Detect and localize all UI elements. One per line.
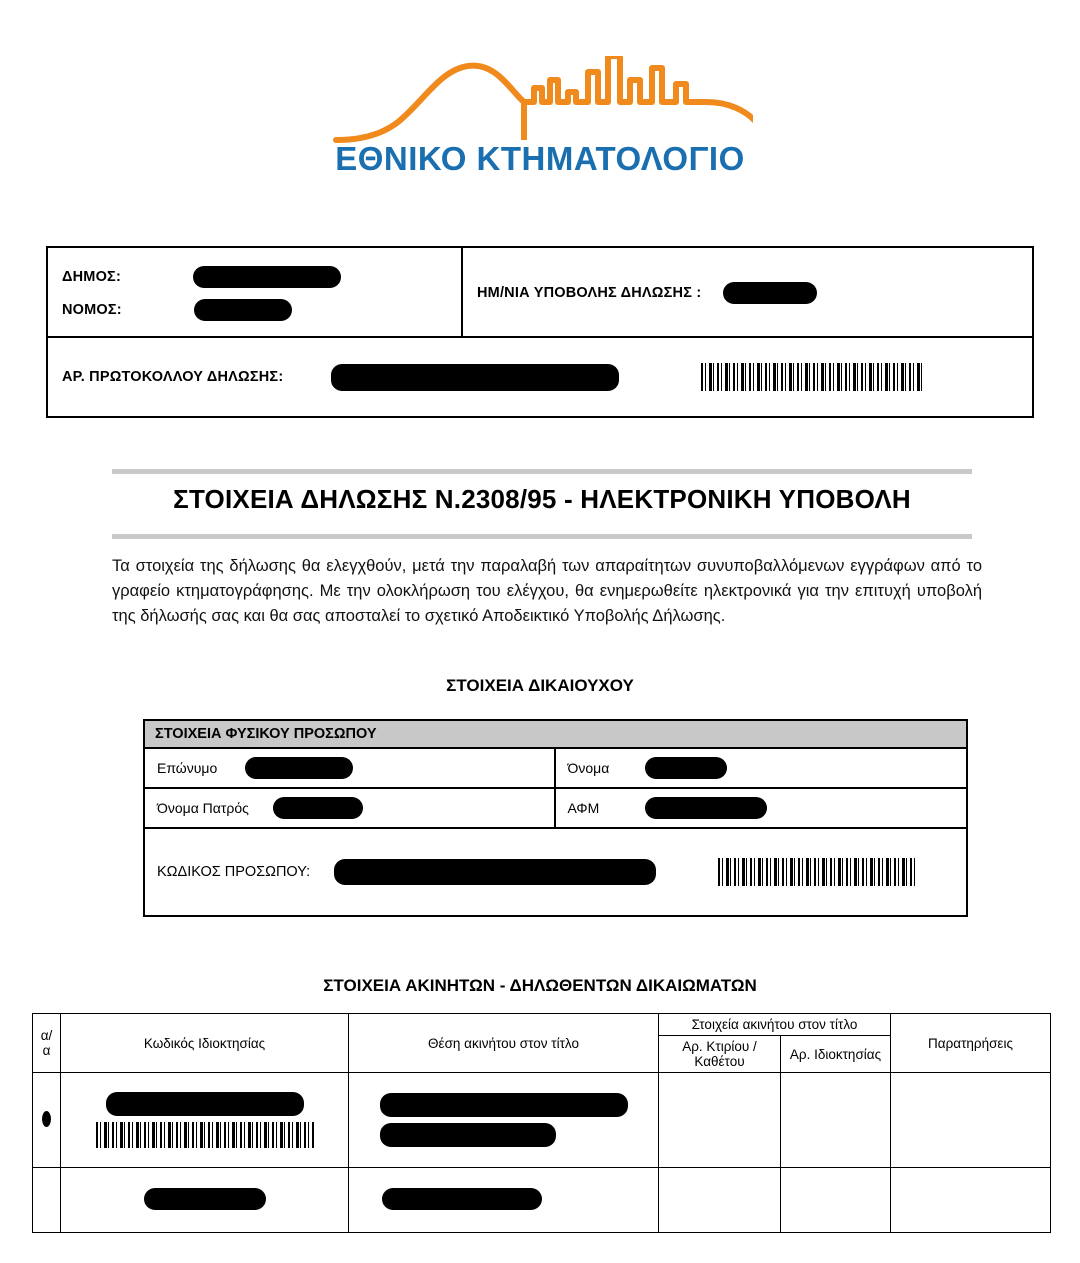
- logo-text: ΕΘΝΙΚΟ ΚΤΗΜΑΤΟΛΟΓΙΟ: [335, 140, 745, 177]
- row-2-code-redacted: [144, 1188, 266, 1210]
- header-right-cell: [463, 248, 1032, 336]
- field-fathername: [145, 789, 556, 827]
- row-1-aa: [33, 1073, 61, 1168]
- row-2-position-redacted: [382, 1188, 542, 1210]
- surname-label: Επώνυμο: [157, 760, 218, 776]
- header-left-cell: [48, 248, 463, 336]
- afm-label: ΑΦΜ: [567, 800, 600, 816]
- title-rule-top: [112, 469, 972, 474]
- logo: [328, 56, 753, 178]
- header-position: Θέση ακινήτου στον τίτλο: [349, 1014, 659, 1073]
- surname-value-redacted: [245, 757, 353, 779]
- table-row: [33, 1168, 1051, 1233]
- row-1-position-redacted-2: [380, 1123, 556, 1147]
- firstname-value-redacted: [645, 757, 727, 779]
- header-ownership: Αρ. Ιδιοκτησίας: [781, 1036, 891, 1073]
- mountain-skyline-logo: [328, 56, 753, 146]
- dimos-label: ΔΗΜΟΣ:: [62, 268, 121, 285]
- person-code-row: [145, 829, 966, 915]
- row-2-ownership: [781, 1168, 891, 1233]
- intro-paragraph: Τα στοιχεία της δήλωσης θα ελεγχθούν, μετά την παραλαβή των απαραίτητων συνυποβαλλόμενων εγγράφων από το γραφείο κτηματογράφησης. Με την ολοκλήρωση του ελέγχου, θα ενημερωθείτε ηλεκτρονικά για την επιτυχή υποβολή της δήλωσής σας και θα σας αποσταλεί το σχετικό Αποδεικτικό Υποβολής Δήλωσης.: [112, 557, 982, 625]
- header-remarks: Παρατηρήσεις: [891, 1014, 1051, 1073]
- header-box: [46, 246, 1034, 418]
- field-nomos: [62, 293, 447, 326]
- row-1-remarks: [891, 1073, 1051, 1168]
- beneficiary-box: [143, 719, 968, 917]
- properties-section-title: ΣΤΟΙΧΕΙΑ ΑΚΙΝΗΤΩΝ - ΔΗΛΩΘΕΝΤΩΝ ΔΙΚΑΙΩΜΑΤΩΝ: [323, 976, 757, 995]
- row-2-code: [61, 1168, 349, 1233]
- header-bottom-row: [48, 338, 1032, 416]
- nomos-label: ΝΟΜΟΣ:: [62, 301, 122, 318]
- header-group: Στοιχεία ακινήτου στον τίτλο: [659, 1014, 891, 1036]
- row-1-position-redacted-1: [380, 1093, 628, 1117]
- header-building: Αρ. Κτιρίου / Καθέτου: [659, 1036, 781, 1073]
- firstname-label: Όνομα: [567, 760, 610, 776]
- field-afm: [556, 789, 967, 827]
- page-title: ΣΤΟΙΧΕΙΑ ΔΗΛΩΣΗΣ Ν.2308/95 - ΗΛΕΚΤΡΟΝΙΚΗ ΥΠΟΒΟΛΗ: [173, 484, 911, 514]
- barcode-person-code: [718, 858, 918, 886]
- row-1-building: [659, 1073, 781, 1168]
- row-2-position: [349, 1168, 659, 1233]
- field-surname: [145, 749, 556, 787]
- row-1-code-redacted: [106, 1092, 304, 1116]
- header-code: Κωδικός Ιδιοκτησίας: [61, 1014, 349, 1073]
- header-top-row: [48, 248, 1032, 338]
- protocol-label: ΑΡ. ΠΡΩΤΟΚΟΛΛΟΥ ΔΗΛΩΣΗΣ:: [62, 369, 284, 385]
- person-code-value-redacted: [334, 859, 656, 885]
- beneficiary-box-title: ΣΤΟΙΧΕΙΑ ΦΥΣΙΚΟΥ ΠΡΟΣΩΠΟΥ: [145, 721, 966, 749]
- field-dimos: [62, 260, 447, 293]
- fathername-value-redacted: [273, 797, 363, 819]
- nomos-value-redacted: [194, 299, 292, 321]
- properties-table: [32, 1013, 1051, 1233]
- person-code-label: ΚΩΔΙΚΟΣ ΠΡΟΣΩΠΟΥ:: [157, 864, 311, 880]
- submission-date-label: ΗΜ/ΝΙΑ ΥΠΟΒΟΛΗΣ ΔΗΛΩΣΗΣ :: [477, 285, 702, 301]
- barcode-protocol: [701, 363, 925, 391]
- row-1-aa-redacted: [42, 1111, 51, 1127]
- row-2-aa: [33, 1168, 61, 1233]
- barcode-property-code: [96, 1122, 314, 1148]
- beneficiary-section-title: ΣΤΟΙΧΕΙΑ ΔΙΚΑΙΟΥΧΟΥ: [446, 676, 634, 695]
- protocol-value-redacted: [331, 364, 619, 391]
- submission-date-redacted: [723, 282, 817, 304]
- header-aa: α/α: [33, 1014, 61, 1073]
- row-2-remarks: [891, 1168, 1051, 1233]
- dimos-value-redacted: [193, 266, 341, 288]
- beneficiary-row-2: [145, 789, 966, 829]
- title-rule-bottom: [112, 534, 972, 539]
- row-1-position: [349, 1073, 659, 1168]
- row-1-code: [61, 1073, 349, 1168]
- row-1-ownership: [781, 1073, 891, 1168]
- field-firstname: [556, 749, 967, 787]
- fathername-label: Όνομα Πατρός: [157, 800, 249, 816]
- table-row: [33, 1073, 1051, 1168]
- table-header-row-1: [33, 1014, 1051, 1036]
- row-2-building: [659, 1168, 781, 1233]
- beneficiary-row-1: [145, 749, 966, 789]
- afm-value-redacted: [645, 797, 767, 819]
